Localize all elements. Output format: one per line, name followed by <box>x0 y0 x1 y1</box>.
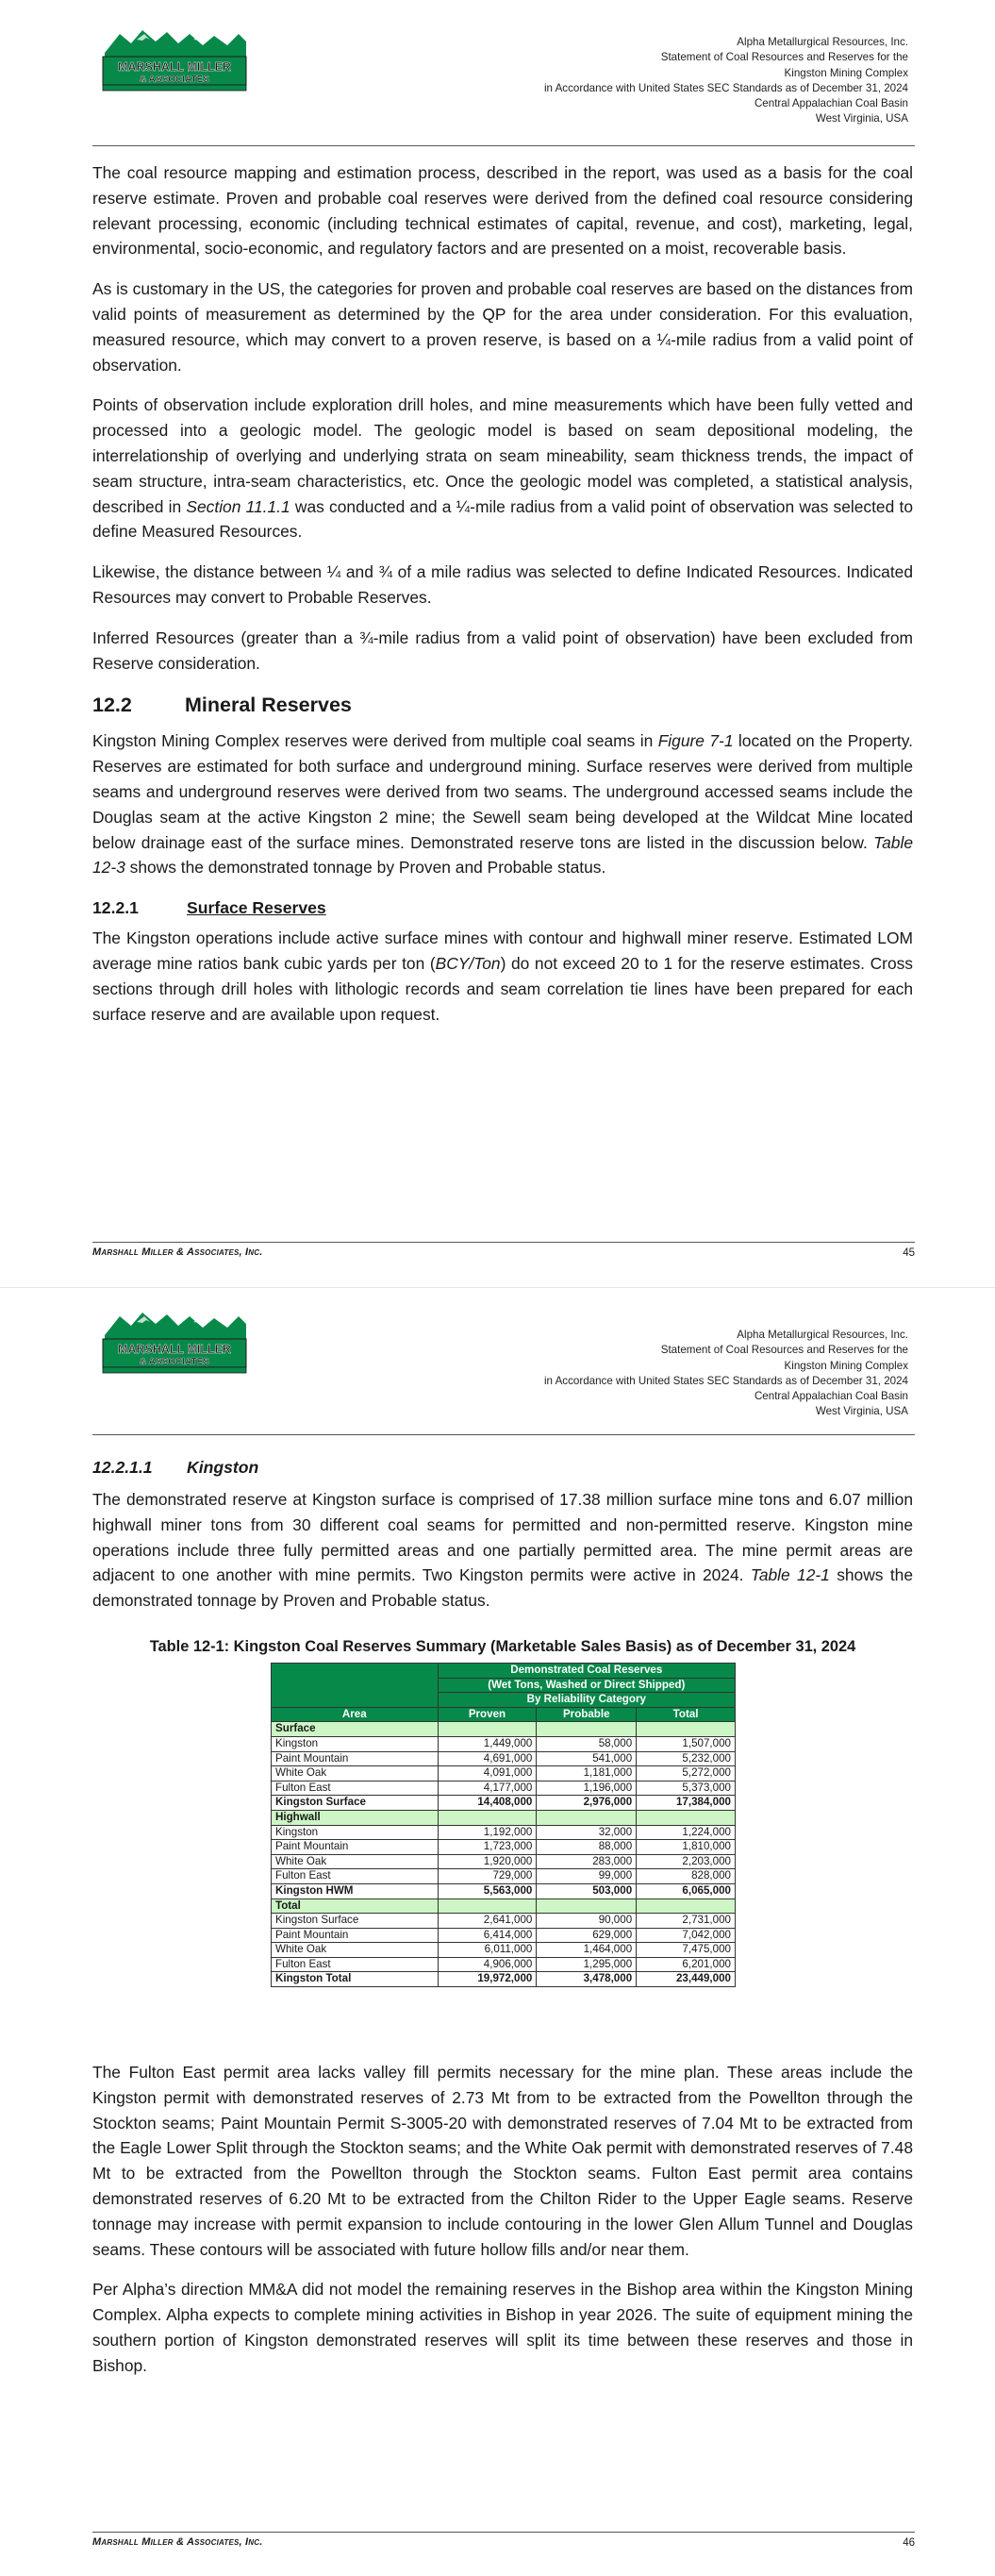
table-cell: 2,641,000 <box>438 1914 537 1929</box>
table-cell: 2,203,000 <box>637 1854 736 1869</box>
table-row <box>272 1840 736 1855</box>
header-line: Alpha Metallurgical Resources, Inc. <box>737 1329 908 1341</box>
table-section-row <box>272 1899 736 1914</box>
paragraph: The Kingston operations include active surface mines with contour and highwall miner reserve. Estimated LOM average mine ratios bank cubic yards per ton (BCY/Ton) do not exceed 20 to 1 for the reserve estimates. Cross sections through drill holes with lithologic records and seam correlation tie lines have been prepared for each surface reserve and are available upon request. <box>92 928 914 1024</box>
paragraph: The coal resource mapping and estimation process, described in the report, was used as a basis for the coal reserve estimate. Proven and probable coal reserves were derived from the defined coal resource considering relevant processing, economic (including technical estimates of capital, revenue, and cost), marketing, legal, environmental, socio-economic, and regulatory factors and are presented on a moist, recoverable basis. <box>92 163 913 259</box>
table-group-category: By Reliability Category <box>438 1693 735 1708</box>
table-row <box>272 1766 736 1781</box>
section-reference: Section 11.1.1 <box>186 496 290 516</box>
page-number: 46 <box>903 2537 915 2549</box>
table-total-cell: Kingston HWM <box>272 1883 439 1899</box>
table-cell: 2,731,000 <box>637 1914 736 1929</box>
page-header <box>418 35 908 127</box>
column-header: Probable <box>537 1707 637 1722</box>
table-cell: 1,224,000 <box>637 1825 736 1840</box>
section-heading: 12.2 Mineral Reserves <box>92 694 352 717</box>
table-cell: Paint Mountain <box>272 1928 439 1943</box>
section-label: Highwall <box>272 1810 439 1825</box>
header-line: Alpha Metallurgical Resources, Inc. <box>737 36 908 48</box>
table-row <box>272 1957 736 1972</box>
paragraph: The demonstrated reserve at Kingston surface is comprised of 17.38 million surface mine tons and 6.07 million highwall miner tons from 30 different coal seams for permitted and non-permitted reserve. Kingston mine operations include three fully permitted areas and one partially permitted area. The mine permit areas are adjacent to one another with mine permits. Two Kingston permits were active in 2024. Table 12-1 shows the demonstrated tonnage by Proven and Probable status. <box>92 1490 913 1611</box>
table-reference: Table 12-1 <box>750 1565 830 1585</box>
header-line: West Virginia, USA <box>815 112 908 125</box>
table-group-title: Demonstrated Coal Reserves <box>438 1664 735 1679</box>
page-body-top <box>92 1451 913 1629</box>
header-line: Central Appalachian Coal Basin <box>754 1390 908 1403</box>
table-cell: 5,232,000 <box>637 1751 736 1766</box>
page-header <box>418 1328 908 1420</box>
table-body <box>272 1722 736 1987</box>
table-cell: 1,464,000 <box>537 1943 637 1958</box>
logo-line-2: & ASSOCIATES <box>140 75 209 85</box>
company-logo <box>99 28 250 98</box>
table-total-cell: Kingston Surface <box>272 1796 439 1811</box>
header-rule <box>92 145 915 146</box>
table-section-row <box>272 1810 736 1825</box>
table-total-cell: 6,065,000 <box>637 1883 736 1899</box>
table-cell: Fulton East <box>272 1957 439 1972</box>
header-line: in Accordance with United States SEC Standards as of December 31, 2024 <box>543 81 908 94</box>
table-cell: 1,810,000 <box>637 1840 736 1855</box>
table-group-subtitle: (Wet Tons, Washed or Direct Shipped) <box>438 1678 735 1693</box>
table-cell: White Oak <box>272 1854 439 1869</box>
paragraph: Per Alpha’s direction MM&A did not model the remaining reserves in the Bishop area within the Kingston Mining Complex. Alpha expects to complete mining activities in Bishop in year 2026. The suite of equipment mining the southern portion of Kingston demonstrated reserves will split its time between these reserves and those in Bishop. <box>92 2280 913 2375</box>
table-cell: 1,507,000 <box>637 1736 736 1751</box>
table-cell: 6,201,000 <box>637 1957 736 1972</box>
table-total-cell: Kingston Total <box>272 1972 439 1987</box>
table-cell: 1,723,000 <box>438 1840 537 1855</box>
table-cell: Paint Mountain <box>272 1840 439 1855</box>
reserves-table <box>271 1663 736 1987</box>
table-cell: 88,000 <box>537 1840 637 1855</box>
table-total-row <box>272 1972 736 1987</box>
table-row <box>272 1825 736 1840</box>
table-cell: Fulton East <box>272 1781 439 1796</box>
table-row <box>272 1928 736 1943</box>
paragraph: Points of observation include exploration drill holes, and mine measurements which have been fully vetted and processed into a geologic model. The geologic model is based on seam depositional modeling, the interrelationship of overlying and underlying strata on seam mineability, seam thickness trends, the impact of seam structure, intra-seam characteristics, etc. Once the geologic model was completed, a statistical analysis, described in Section 11.1.1 was conducted and a ¼-mile radius from a valid point of observation was selected to define Measured Resources. <box>92 395 913 542</box>
table-cell: 90,000 <box>537 1914 637 1929</box>
section-label: Surface <box>272 1722 439 1737</box>
table-cell: 4,906,000 <box>438 1957 537 1972</box>
table-cell: 1,196,000 <box>537 1781 637 1796</box>
table-total-cell: 5,563,000 <box>438 1883 537 1899</box>
page-body-bottom <box>92 2060 913 2394</box>
table-cell: 99,000 <box>537 1869 637 1884</box>
column-header: Proven <box>438 1707 537 1722</box>
header-line: in Accordance with United States SEC Standards as of December 31, 2024 <box>543 1374 908 1387</box>
table-cell: 729,000 <box>438 1869 537 1884</box>
page-46 <box>0 1288 995 2576</box>
company-logo <box>99 1311 250 1380</box>
header-line: Statement of Coal Resources and Reserves for the <box>660 51 908 64</box>
table-cell: 58,000 <box>537 1736 637 1751</box>
table-row <box>272 1736 736 1751</box>
page-footer <box>92 2532 915 2548</box>
table-row <box>272 1869 736 1884</box>
column-header: Area <box>272 1707 439 1722</box>
subsection-heading: 12.2.1 Surface Reserves <box>92 898 326 918</box>
paragraph: Inferred Resources (greater than a ¾-mile radius from a valid point of observation) have been excluded from Reserve consideration. <box>92 627 913 673</box>
table-total-row <box>272 1796 736 1811</box>
table-cell: 1,192,000 <box>438 1825 537 1840</box>
table-cell: 5,272,000 <box>637 1766 736 1781</box>
paragraph: As is customary in the US, the categories for proven and probable coal reserves are based on the distances from valid points of measurement as determined by the QP for the area under consideration. For this evaluation, measured resource, which may convert to a proven reserve, is based on a ¼-mile radius from a valid point of observation. <box>92 279 913 375</box>
paragraph: Kingston Mining Complex reserves were derived from multiple coal seams in Figure 7-1 located on the Property. Reserves are estimated for both surface and underground mining. Surface reserves were derived from multiple seams and underground reserves were derived from two seams. The underground accessed seams include the Douglas seam at the active Kingston 2 mine; the Sewell seam being developed at the Wildcat Mine located below drainage east of the surface mines. Demonstrated reserve tons are listed in the discussion below. Table 12-3 shows the demonstrated tonnage by Proven and Probable status. <box>92 731 913 878</box>
table-total-cell: 3,478,000 <box>537 1972 637 1987</box>
header-line: Kingston Mining Complex <box>784 66 908 79</box>
table-total-cell: 17,384,000 <box>637 1796 736 1811</box>
table-row <box>272 1943 736 1958</box>
table-total-cell: 503,000 <box>537 1883 637 1899</box>
table-cell: 32,000 <box>537 1825 637 1840</box>
paragraph: Likewise, the distance between ¼ and ¾ of a mile radius was selected to define Indicated Resources. Indicated Resources may convert to Probable Reserves. <box>92 562 913 607</box>
table-cell: 6,414,000 <box>438 1928 537 1943</box>
table-cell: 283,000 <box>537 1854 637 1869</box>
logo-line-1: MARSHALL MILLER <box>118 1343 231 1356</box>
table-total-row <box>272 1883 736 1899</box>
table-cell: White Oak <box>272 1943 439 1958</box>
column-header: Total <box>637 1707 736 1722</box>
table-total-cell: 14,408,000 <box>438 1796 537 1811</box>
header-line: Kingston Mining Complex <box>784 1359 908 1372</box>
table-row <box>272 1751 736 1766</box>
page-body <box>92 160 913 1042</box>
page-number: 45 <box>903 1247 915 1259</box>
table-reference: Table 12-3 <box>92 832 913 878</box>
table-total-cell: 2,976,000 <box>537 1796 637 1811</box>
table-cell: White Oak <box>272 1766 439 1781</box>
table-cell: 828,000 <box>637 1869 736 1884</box>
table-row <box>272 1854 736 1869</box>
table-row <box>272 1781 736 1796</box>
page-footer <box>92 1242 915 1258</box>
footer-brand: Marshall Miller & Associates, Inc. <box>92 2536 263 2548</box>
table-cell: 7,042,000 <box>637 1928 736 1943</box>
table-cell: Kingston <box>272 1825 439 1840</box>
table-cell: 1,181,000 <box>537 1766 637 1781</box>
table-cell: 4,177,000 <box>438 1781 537 1796</box>
table-section-row <box>272 1722 736 1737</box>
table-cell: 1,295,000 <box>537 1957 637 1972</box>
table-cell: 4,691,000 <box>438 1751 537 1766</box>
subsubsection-heading: 12.2.1.1 Kingston <box>92 1458 259 1477</box>
table-cell: Kingston Surface <box>272 1914 439 1929</box>
table-cell: Kingston <box>272 1736 439 1751</box>
header-rule <box>92 1434 915 1435</box>
table-cell: 6,011,000 <box>438 1943 537 1958</box>
table-caption: Table 12-1: Kingston Coal Reserves Summary (Marketable Sales Basis) as of December 31, 2024 <box>149 1638 856 1655</box>
logo-line-2: & ASSOCIATES <box>140 1357 209 1367</box>
table-cell: 541,000 <box>537 1751 637 1766</box>
table-cell: 4,091,000 <box>438 1766 537 1781</box>
table-cell: 5,373,000 <box>637 1781 736 1796</box>
figure-reference: Figure 7-1 <box>657 731 734 751</box>
paragraph: The Fulton East permit area lacks valley fill permits necessary for the mine plan. These areas include the Kingston permit with demonstrated reserves of 2.73 Mt from to be extracted from the Powellton through the Stockton seams; Paint Mountain Permit S-3005-20 with demonstrated reserves of 7.04 Mt to be extracted from the Eagle Lower Split through the Stockton seams; and the White Oak permit with demonstrated reserves of 7.48 Mt to be extracted from the Powellton through the Stockton seams. Fulton East permit area contains demonstrated reserves of 6.20 Mt to be extracted from the Chilton Rider to the Upper Eagle seams. Reserve tonnage may increase with permit expansion to include contouring in the lower Glen Allum Tunnel and Douglas seams. These contours will be associated with future hollow fills and/or near them. <box>92 2063 913 2259</box>
table-total-cell: 23,449,000 <box>637 1972 736 1987</box>
table-cell: 1,920,000 <box>438 1854 537 1869</box>
header-line: Central Appalachian Coal Basin <box>754 97 908 110</box>
header-line: West Virginia, USA <box>815 1405 908 1418</box>
table-cell: Paint Mountain <box>272 1751 439 1766</box>
table-total-cell: 19,972,000 <box>438 1972 537 1987</box>
footer-brand: Marshall Miller & Associates, Inc. <box>92 1246 263 1258</box>
table-cell: 1,449,000 <box>438 1736 537 1751</box>
table-row <box>272 1914 736 1929</box>
logo-line-1: MARSHALL MILLER <box>118 60 231 74</box>
table-cell: Fulton East <box>272 1869 439 1884</box>
header-line: Statement of Coal Resources and Reserves for the <box>660 1344 908 1357</box>
section-label: Total <box>272 1899 439 1914</box>
table-cell: 7,475,000 <box>637 1943 736 1958</box>
table-cell: 629,000 <box>537 1928 637 1943</box>
